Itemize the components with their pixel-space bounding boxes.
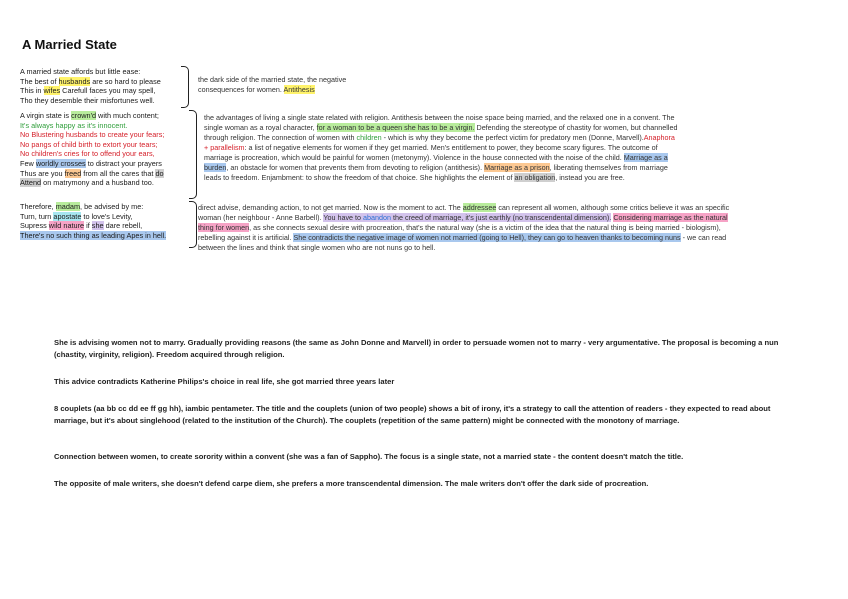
poem-line (20, 96, 161, 106)
summary-paragraph-5: The opposite of male writers, she doesn't defend carpe diem, she prefers a more transcendental dimension. The male writers don't offer the dark side of procreation. (54, 479, 649, 488)
text-segment: Carefull faces you may spell, (60, 86, 156, 96)
text-segment: from all the cares that (81, 168, 156, 178)
note-line (204, 133, 844, 143)
text-segment: single woman as a royal character, (204, 123, 317, 132)
poem-line (20, 202, 166, 212)
note-line (204, 143, 844, 153)
highlighted-text: thing for women (198, 223, 250, 232)
highlighted-text: for a woman to be a queen she has to be a virgin. (316, 123, 475, 132)
text-segment: through religion. The connection of women with (204, 133, 357, 142)
highlighted-text: freed (64, 168, 82, 178)
poem-line (20, 231, 166, 241)
stanza-1-bracket (181, 66, 189, 108)
text-segment: , an obstacle for women that prevents them from devoting to religion (antithesis). (226, 163, 485, 172)
text-segment: direct advise, demanding action, to not get married. Now is the moment to act. The (198, 203, 463, 212)
poem-stanza-3 (20, 202, 166, 240)
highlighted-text: You have to (323, 213, 364, 222)
text-segment: It's always happy as it's innocent. (20, 120, 128, 130)
text-segment: : a list of negative elements for women if they get married. Men's entitlement to power, they become scary figures. The outcome of (244, 143, 658, 152)
highlighted-text: abandon (363, 213, 392, 222)
text-segment: Turn, turn (20, 211, 54, 221)
text-segment: to distract your prayers (85, 158, 162, 168)
note-stanza-3 (198, 203, 844, 253)
poem-line (20, 140, 164, 150)
text-segment: + parallelism (204, 143, 245, 152)
highlighted-text: addressee (462, 203, 497, 212)
stanza-3-bracket (189, 201, 197, 248)
note-line (198, 85, 448, 95)
text-segment: No Blustering husbands to create your fears; (20, 130, 165, 140)
highlighted-text: worldly crosses (35, 158, 86, 168)
note-line (198, 243, 844, 253)
text-segment: , be advised by me: (80, 202, 144, 211)
highlighted-text: crown'd (71, 111, 97, 120)
text-segment: with much content; (96, 111, 159, 120)
poem-line (20, 121, 164, 131)
poem-line (20, 221, 166, 231)
note-line (198, 223, 844, 233)
note-line (204, 163, 844, 173)
text-segment: consequences for women. (198, 85, 284, 94)
text-segment: No pangs of child birth to extort your tears; (20, 139, 158, 149)
poem-stanza-1 (20, 67, 161, 105)
text-segment: - which is why they become the perfect victim for predatory men (Donne, Marvell). (381, 133, 644, 142)
highlighted-text: burden (204, 163, 227, 172)
document-title: A Married State (22, 37, 117, 52)
note-stanza-2 (204, 113, 844, 183)
note-line (204, 173, 844, 183)
highlighted-text: wild nature (48, 221, 85, 231)
text-segment: the dark side of the married state, the negative (198, 75, 347, 84)
summary-paragraph-1: She is advising women not to marry. Gradually providing reasons (the same as John Donne and Marvell) in order to persuade women not to marry - very argumentative. The proposal is becoming a nun (chastity, virginity, religion). Freedom acquired through religion. (54, 338, 779, 359)
note-line (204, 153, 844, 163)
summary-paragraph-4: Connection between women, to create sorority within a convent (she was a fan of Sappho). The focus is a single state, not a married state - the content doesn't match the title. (54, 452, 684, 461)
text-segment: rebelling against it is artificial. (198, 233, 294, 242)
note-line (198, 75, 448, 85)
poem-line (20, 111, 164, 121)
text-segment: Anaphora (643, 133, 675, 142)
note-line (198, 203, 844, 213)
text-segment: , instead you are free. (555, 173, 625, 182)
highlighted-text: She contradicts the negative image of women not married (going to Hell), they can go to heaven thanks to becoming nuns (293, 233, 681, 242)
text-segment: , as she connects sexual desire with procreation, that's the natural way (she is a victim of the idea that the natural thing is being married - biologism), (249, 223, 721, 232)
note-line (204, 123, 844, 133)
stanza-2-bracket (189, 110, 197, 199)
text-segment: The best of (20, 76, 59, 86)
summary-paragraph-3: 8 couplets (aa bb cc dd ee ff gg hh), iambic pentameter. The title and the couplets (union of two people) shows a bit of irony, it's a strategy to call the attention of readers - they expected to read about marriage, but it's about singlehood (related to the institution of the Church). The couplets (repetition of the same pattern) might be connected with the monotony of marriage. (54, 404, 771, 425)
poem-stanza-2 (20, 111, 164, 188)
text-segment: Few (20, 158, 36, 168)
highlighted-text: madam (55, 202, 81, 211)
highlighted-text: Antithesis (283, 85, 315, 94)
text-segment: A virgin state is (20, 111, 72, 120)
note-line (198, 213, 844, 223)
text-segment: Tho they desemble their misfortunes well. (20, 95, 155, 105)
text-segment: This in (20, 86, 44, 96)
text-segment: to love's Levity, (81, 211, 133, 221)
note-stanza-1 (198, 75, 448, 95)
text-segment: can represent all women, although some critics believe it was an specific (496, 203, 730, 212)
note-line (198, 233, 844, 243)
text-segment: dare rebell, (103, 221, 143, 231)
highlighted-text: Marriage as a prison (484, 163, 550, 172)
poem-line (20, 212, 166, 222)
text-segment: are so hard to please (90, 76, 161, 86)
summary-paragraph-2: This advice contradicts Katherine Philips's choice in real life, she got married three years later (54, 377, 395, 386)
text-segment: , liberating themselves from marriage (549, 163, 668, 172)
highlighted-text: the creed of marriage, it's just earthly (no transcendental dimension). (391, 213, 612, 222)
highlighted-text: wifes (43, 86, 61, 96)
text-segment: Therefore, (20, 202, 56, 211)
text-segment: marriage is procreation, which would be painful for women (metonymy). Violence in the house connected with the noise of the child. (204, 153, 624, 162)
text-segment: A married state affords but little ease: (20, 67, 141, 76)
poem-line (20, 169, 164, 179)
note-line (204, 113, 844, 123)
poem-line (20, 86, 161, 96)
highlighted-text: husbands (58, 76, 91, 86)
text-segment: woman (her neighbour - Anne Barbell). (198, 213, 324, 222)
poem-line (20, 130, 164, 140)
poem-line (20, 178, 164, 188)
poem-line (20, 159, 164, 169)
highlighted-text: she (91, 221, 104, 231)
text-segment: between the lines and think that single women who are not nuns go to hell. (198, 243, 436, 252)
highlighted-text: apostate (53, 211, 82, 221)
highlighted-text: Marriage as a (623, 153, 668, 162)
text-segment: leads to freedom. Enjambment: to show the freedom of that choice. She highlights the element of (204, 173, 515, 182)
highlighted-text: Considering marriage as the natural (613, 213, 728, 222)
text-segment: on matrymony and a husband too. (41, 178, 154, 188)
text-segment: - we can read (680, 233, 727, 242)
highlighted-text: an obligation (514, 173, 556, 182)
text-segment: Defending the stereotype of chastity for women, but channelled (474, 123, 678, 132)
poem-line (20, 77, 161, 87)
poem-line (20, 67, 161, 77)
text-segment: the advantages of living a single state related with religion. Antithesis between the noise space being married, and the relaxed one in a convent. The (204, 113, 675, 122)
text-segment: No children's cries for to offend your ears, (20, 149, 155, 159)
highlighted-text: do (155, 168, 164, 178)
highlighted-text: Attend (20, 178, 42, 188)
text-segment: Supress (20, 221, 49, 231)
text-segment: if (84, 221, 92, 231)
poem-line (20, 149, 164, 159)
text-segment: Thus are you (20, 168, 65, 178)
text-segment: children (356, 133, 382, 142)
highlighted-text: There's no such thing as leading Apes in hell. (20, 230, 167, 240)
